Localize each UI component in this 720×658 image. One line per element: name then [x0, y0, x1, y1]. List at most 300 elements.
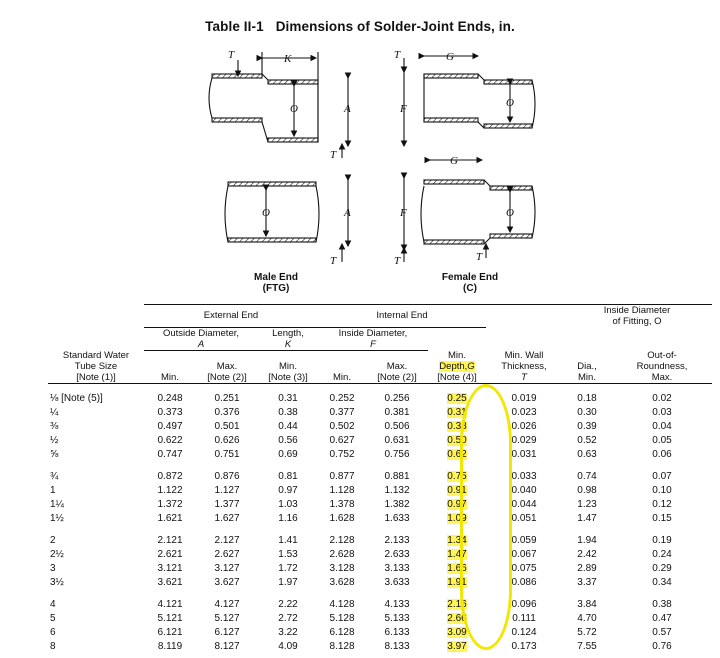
length-min-value: 0.81 [278, 471, 298, 482]
length-min-cell [258, 498, 318, 512]
inside-dia-min-value: 0.18 [577, 393, 597, 404]
col-id-max-line1: Max. [386, 361, 408, 372]
out-of-roundness-value: 0.15 [652, 513, 672, 524]
id-max-value: 1.382 [384, 499, 410, 510]
id-min-cell [318, 548, 366, 562]
table-title-text: Dimensions of Solder-Joint Ends, in. [275, 19, 515, 34]
od-max-value: 1.127 [214, 485, 240, 496]
id-min-cell [318, 470, 366, 484]
inside-dia-min-value: 5.72 [577, 627, 597, 638]
wall-thickness-cell [486, 448, 562, 462]
od-max-cell [196, 562, 258, 576]
wall-thickness-cell [486, 420, 562, 434]
tube-size-cell [48, 392, 144, 406]
id-max-value: 1.132 [384, 485, 410, 496]
depth-min-cell [428, 598, 486, 612]
id-max-cell [366, 640, 428, 654]
length-min-cell [258, 434, 318, 448]
out-of-roundness-cell [612, 598, 712, 612]
wall-thickness-cell [486, 598, 562, 612]
od-max-value: 2.127 [214, 535, 240, 546]
od-min-value: 1.122 [157, 485, 183, 496]
out-of-roundness-cell [612, 392, 712, 406]
col-size [48, 350, 144, 384]
tube-size-cell [48, 448, 144, 462]
out-of-roundness-cell [612, 470, 712, 484]
out-of-roundness-cell [612, 484, 712, 498]
male-end-subtitle: (FTG) [262, 283, 290, 294]
col-oor-line2: Roundness, [636, 361, 688, 372]
od-min-value: 0.497 [157, 421, 183, 432]
col-wall [486, 350, 562, 384]
depth-min-value: 0.31 [447, 407, 467, 418]
wall-thickness-cell [486, 484, 562, 498]
outside-diameter-symbol: A [197, 338, 205, 350]
id-min-value: 2.628 [329, 549, 355, 560]
od-max-cell [196, 640, 258, 654]
id-min-cell [318, 626, 366, 640]
out-of-roundness-value: 0.19 [652, 535, 672, 546]
group-spacer [48, 384, 712, 393]
length-min-value: 0.97 [278, 485, 298, 496]
out-of-roundness-value: 0.03 [652, 407, 672, 418]
depth-min-value: 0.62 [447, 449, 467, 460]
male-end-title: Male End [254, 272, 298, 283]
od-min-value: 0.622 [157, 435, 183, 446]
out-of-roundness-cell [612, 420, 712, 434]
out-of-roundness-cell [612, 534, 712, 548]
id-min-value: 5.128 [329, 613, 355, 624]
tube-size-value: 6 [50, 627, 56, 638]
inside-dia-min-value: 4.70 [577, 613, 597, 624]
od-max-cell [196, 598, 258, 612]
female-end-fitting-top [404, 56, 535, 146]
depth-min-value: 0.97 [447, 499, 467, 510]
od-min-value: 1.621 [157, 513, 183, 524]
male-end-label [236, 272, 316, 294]
inside-dia-min-value: 0.30 [577, 407, 597, 418]
wall-thickness-cell [486, 612, 562, 626]
inside-dia-min-value: 2.42 [577, 549, 597, 560]
wall-thickness-cell [486, 406, 562, 420]
out-of-roundness-value: 0.07 [652, 471, 672, 482]
tube-size-value: 4 [50, 599, 56, 610]
dim-letter-k: K [284, 53, 292, 65]
id-max-cell [366, 576, 428, 590]
id-min-value: 3.628 [329, 577, 355, 588]
inside-dia-min-cell [562, 420, 612, 434]
col-oor-line1: Out-of- [647, 350, 677, 361]
wall-thickness-cell [486, 512, 562, 526]
column-header-row [48, 350, 712, 384]
inside-dia-min-cell [562, 562, 612, 576]
depth-min-cell [428, 392, 486, 406]
id-max-cell [366, 434, 428, 448]
col-od-min: Min. [161, 372, 179, 383]
id-max-value: 4.133 [384, 599, 410, 610]
table-row [48, 406, 712, 420]
inside-dia-min-value: 1.47 [577, 513, 597, 524]
inside-dia-min-value: 0.39 [577, 421, 597, 432]
tube-size-value: ⅜ [50, 421, 59, 432]
dim-letter-g: G [450, 155, 458, 167]
length-min-cell [258, 470, 318, 484]
od-max-value: 5.127 [214, 613, 240, 624]
out-of-roundness-cell [612, 576, 712, 590]
wall-thickness-value: 0.086 [511, 577, 537, 588]
length-min-value: 0.44 [278, 421, 298, 432]
wall-thickness-value: 0.019 [511, 393, 537, 404]
tube-size-value: 5 [50, 613, 56, 624]
od-min-cell [144, 548, 196, 562]
inside-dia-min-cell [562, 434, 612, 448]
tube-size-cell [48, 498, 144, 512]
id-min-value: 3.128 [329, 563, 355, 574]
id-max-cell [366, 470, 428, 484]
table-number: Table II-1 [205, 19, 264, 34]
out-of-roundness-value: 0.57 [652, 627, 672, 638]
od-max-value: 3.627 [214, 577, 240, 588]
id-max-value: 1.633 [384, 513, 410, 524]
od-max-cell [196, 470, 258, 484]
length-min-value: 0.38 [278, 407, 298, 418]
id-min-value: 1.628 [329, 513, 355, 524]
od-max-cell [196, 512, 258, 526]
tube-size-cell [48, 406, 144, 420]
od-max-value: 4.127 [214, 599, 240, 610]
col-size-line1: Standard Water [62, 350, 130, 361]
od-max-cell [196, 548, 258, 562]
inside-dia-min-cell [562, 484, 612, 498]
out-of-roundness-cell [612, 548, 712, 562]
female-end-title: Female End [441, 272, 499, 283]
length-min-cell [258, 512, 318, 526]
depth-min-value: 1.66 [447, 563, 467, 574]
od-max-cell [196, 392, 258, 406]
inside-dia-min-cell [562, 392, 612, 406]
od-max-value: 0.751 [214, 449, 240, 460]
od-min-cell [144, 406, 196, 420]
depth-min-cell [428, 562, 486, 576]
od-min-cell [144, 576, 196, 590]
wall-thickness-value: 0.075 [511, 563, 537, 574]
female-end-subtitle: (C) [463, 283, 477, 294]
id-max-value: 0.506 [384, 421, 410, 432]
id-max-value: 0.381 [384, 407, 410, 418]
out-of-roundness-value: 0.47 [652, 613, 672, 624]
out-of-roundness-cell [612, 640, 712, 654]
od-min-value: 8.119 [157, 641, 183, 652]
out-of-roundness-cell [612, 406, 712, 420]
depth-min-cell [428, 406, 486, 420]
inside-dia-min-value: 0.52 [577, 435, 597, 446]
wall-thickness-value: 0.067 [511, 549, 537, 560]
od-max-cell [196, 626, 258, 640]
dim-letter-g: G [446, 51, 454, 63]
tube-size-cell [48, 534, 144, 548]
table-row [48, 640, 712, 654]
od-min-value: 0.872 [157, 471, 183, 482]
od-min-cell [144, 562, 196, 576]
od-min-cell [144, 512, 196, 526]
length-min-cell [258, 448, 318, 462]
id-max-value: 6.133 [384, 627, 410, 638]
group-spacer [48, 462, 712, 470]
col-size-line3: [Note (1)] [76, 372, 116, 383]
inside-dia-min-value: 1.23 [577, 499, 597, 510]
wall-thickness-value: 0.051 [511, 513, 537, 524]
wall-thickness-value: 0.173 [511, 641, 537, 652]
inside-dia-min-cell [562, 576, 612, 590]
tube-size-cell [48, 434, 144, 448]
depth-min-cell [428, 448, 486, 462]
table-row [48, 420, 712, 434]
tube-size-value: ¼ [50, 407, 59, 418]
col-depth-symbol: G [467, 361, 475, 372]
od-max-value: 0.626 [214, 435, 240, 446]
tube-size-value: ½ [50, 435, 59, 446]
id-max-value: 0.881 [384, 471, 410, 482]
col-id-max-line2: [Note (2)] [377, 372, 417, 383]
wall-thickness-value: 0.040 [511, 485, 537, 496]
depth-min-value: 0.75 [447, 471, 467, 482]
id-max-cell [366, 548, 428, 562]
length-min-value: 0.69 [278, 449, 298, 460]
depth-min-cell [428, 534, 486, 548]
wall-thickness-cell [486, 534, 562, 548]
length-min-value: 0.31 [278, 393, 298, 404]
inside-dia-min-cell [562, 548, 612, 562]
col-oor [612, 350, 712, 384]
id-max-cell [366, 598, 428, 612]
od-max-value: 8.127 [214, 641, 240, 652]
od-max-cell [196, 420, 258, 434]
id-min-cell [318, 498, 366, 512]
depth-min-cell [428, 612, 486, 626]
id-max-cell [366, 484, 428, 498]
length-min-value: 1.41 [278, 535, 298, 546]
od-max-value: 0.501 [214, 421, 240, 432]
group-spacer [48, 526, 712, 534]
col-dia-min [562, 350, 612, 384]
depth-min-value: 0.38 [447, 421, 467, 432]
out-of-roundness-value: 0.34 [652, 577, 672, 588]
id-min-value: 0.627 [329, 435, 355, 446]
out-of-roundness-cell [612, 434, 712, 448]
inside-dia-min-cell [562, 612, 612, 626]
od-min-value: 2.621 [157, 549, 183, 560]
inside-dia-min-cell [562, 512, 612, 526]
col-depth-line2 [430, 361, 484, 372]
table-row [48, 562, 712, 576]
id-min-value: 2.128 [329, 535, 355, 546]
col-id-max [366, 350, 428, 384]
id-max-cell [366, 392, 428, 406]
od-min-value: 6.121 [157, 627, 183, 638]
col-od-max-line2: [Note (2)] [207, 372, 247, 383]
out-of-roundness-cell [612, 562, 712, 576]
col-id-min: Min. [333, 372, 351, 383]
wall-thickness-value: 0.026 [511, 421, 537, 432]
tube-size-value: 3 [50, 563, 56, 574]
depth-min-cell [428, 420, 486, 434]
id-max-cell [366, 612, 428, 626]
depth-min-cell [428, 484, 486, 498]
col-len-min-line1: Min. [279, 361, 297, 372]
outside-diameter-label: Outside Diameter, [162, 327, 240, 339]
col-len-min-line2: [Note (3)] [268, 372, 308, 383]
id-min-cell [318, 512, 366, 526]
internal-end-header: Internal End [318, 305, 486, 328]
length-min-value: 3.22 [278, 627, 298, 638]
length-min-value: 2.72 [278, 613, 298, 624]
col-depth-line3: [Note (4)] [437, 372, 477, 383]
out-of-roundness-value: 0.06 [652, 449, 672, 460]
out-of-roundness-value: 0.05 [652, 435, 672, 446]
id-min-value: 1.128 [329, 485, 355, 496]
tube-size-cell [48, 548, 144, 562]
id-max-cell [366, 448, 428, 462]
tube-size-cell [48, 640, 144, 654]
outside-diameter-header [144, 327, 258, 350]
id-max-value: 0.756 [384, 449, 410, 460]
inside-dia-min-cell [562, 448, 612, 462]
col-od-max-line1: Max. [216, 361, 238, 372]
length-min-cell [258, 420, 318, 434]
out-of-roundness-value: 0.38 [652, 599, 672, 610]
od-max-cell [196, 484, 258, 498]
solder-joint-diagram [0, 0, 720, 300]
inside-dia-min-cell [562, 406, 612, 420]
tube-size-cell [48, 512, 144, 526]
depth-min-cell [428, 470, 486, 484]
table-row [48, 512, 712, 526]
length-min-value: 1.97 [278, 577, 298, 588]
id-max-cell [366, 406, 428, 420]
depth-min-value: 1.09 [447, 513, 467, 524]
col-oor-line3: Max. [651, 372, 673, 383]
dim-letter-a: A [344, 103, 351, 115]
out-of-roundness-value: 0.12 [652, 499, 672, 510]
out-of-roundness-value: 0.29 [652, 563, 672, 574]
length-min-cell [258, 576, 318, 590]
inside-diameter-header [562, 305, 712, 328]
od-min-cell [144, 626, 196, 640]
id-min-cell [318, 598, 366, 612]
tube-size-cell [48, 576, 144, 590]
tube-size-value: ⅝ [50, 449, 59, 460]
id-max-value: 2.633 [384, 549, 410, 560]
inside-dia-min-value: 3.84 [577, 599, 597, 610]
dim-letter-o: O [262, 207, 270, 219]
out-of-roundness-cell [612, 626, 712, 640]
id-min-value: 6.128 [329, 627, 355, 638]
dim-letter-t: T [330, 149, 337, 161]
wall-thickness-value: 0.059 [511, 535, 537, 546]
out-of-roundness-cell [612, 448, 712, 462]
od-max-value: 6.127 [214, 627, 240, 638]
od-min-cell [144, 534, 196, 548]
length-min-value: 4.09 [278, 641, 298, 652]
out-of-roundness-value: 0.10 [652, 485, 672, 496]
tube-size-value: 1 [50, 485, 56, 496]
dim-letter-a: A [344, 207, 351, 219]
id-min-value: 4.128 [329, 599, 355, 610]
length-min-value: 0.56 [278, 435, 298, 446]
length-min-value: 1.53 [278, 549, 298, 560]
od-max-value: 1.627 [214, 513, 240, 524]
id-min-cell [318, 612, 366, 626]
dim-letter-t: T [476, 251, 483, 263]
id-max-cell [366, 512, 428, 526]
od-min-cell [144, 498, 196, 512]
out-of-roundness-cell [612, 612, 712, 626]
col-dia-line2: Min. [578, 372, 596, 383]
inside-dia-min-value: 7.55 [577, 641, 597, 652]
id-max-value: 0.631 [384, 435, 410, 446]
dimensions-table [48, 304, 712, 654]
depth-min-value: 3.09 [447, 627, 467, 638]
depth-min-value: 0.50 [447, 435, 467, 446]
wall-thickness-value: 0.044 [511, 499, 537, 510]
wall-thickness-value: 0.023 [511, 407, 537, 418]
inside-diameter-f-header [318, 327, 428, 350]
od-min-cell [144, 434, 196, 448]
dim-letter-t: T [330, 255, 337, 267]
depth-min-value: 1.47 [447, 549, 467, 560]
wall-thickness-cell [486, 434, 562, 448]
female-end-label [430, 272, 510, 294]
table-row [48, 498, 712, 512]
depth-min-value: 0.25 [447, 393, 467, 404]
id-min-value: 8.128 [329, 641, 355, 652]
wall-thickness-value: 0.111 [512, 613, 536, 624]
table-row [48, 612, 712, 626]
tube-size-value: 1¼ [50, 499, 64, 510]
id-min-value: 0.252 [329, 393, 355, 404]
od-max-value: 1.377 [214, 499, 240, 510]
inside-dia-min-value: 1.94 [577, 535, 597, 546]
od-max-cell [196, 534, 258, 548]
table-row [48, 448, 712, 462]
wall-thickness-value: 0.031 [511, 449, 537, 460]
length-min-cell [258, 562, 318, 576]
od-min-cell [144, 612, 196, 626]
od-min-value: 5.121 [157, 613, 183, 624]
od-max-cell [196, 576, 258, 590]
col-depth [428, 350, 486, 384]
tube-size-cell [48, 626, 144, 640]
id-min-value: 0.377 [329, 407, 355, 418]
out-of-roundness-value: 0.02 [652, 393, 672, 404]
wall-thickness-value: 0.124 [511, 627, 537, 638]
col-depth-line2-text: Depth, [439, 361, 468, 372]
id-max-cell [366, 562, 428, 576]
od-max-cell [196, 448, 258, 462]
wall-thickness-value: 0.096 [511, 599, 537, 610]
depth-min-cell [428, 512, 486, 526]
table-row [48, 598, 712, 612]
od-min-value: 0.747 [157, 449, 183, 460]
od-max-value: 0.251 [214, 393, 240, 404]
id-min-cell [318, 392, 366, 406]
inside-diameter-f-label: Inside Diameter, [338, 327, 408, 339]
table-row [48, 534, 712, 548]
col-size-line2: Tube Size [74, 361, 118, 372]
col-wall-line2: Thickness, [501, 361, 547, 372]
length-min-cell [258, 626, 318, 640]
id-max-cell [366, 420, 428, 434]
